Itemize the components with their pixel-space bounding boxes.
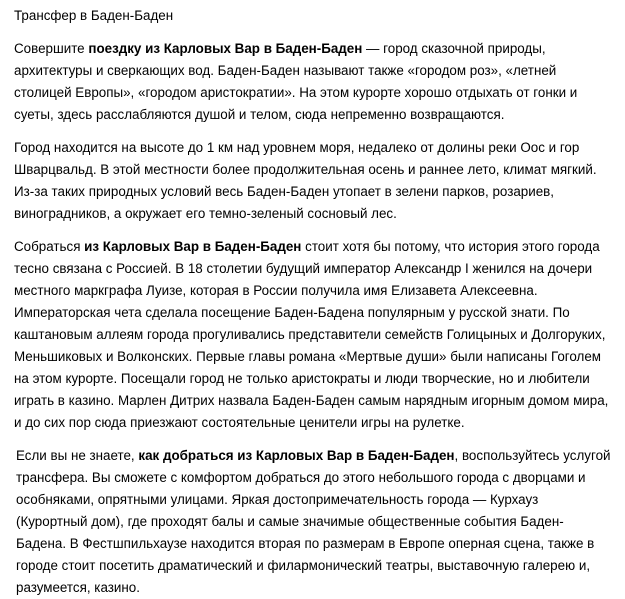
paragraph-1	[14, 38, 611, 126]
paragraph-4-text-b: , воспользуйтесь услугой трансфера. Вы сможете с комфортом добраться до этого небольшого города с дворцами и особняками, опрятными улицами. Яркая достопримечательность города — Курхауз (Курортный дом), где проходят балы и самые значимые общественные события Баден-Бадена. В Фестшпильхаузе находится вторая по размерам в Европе оперная сцена, также в городе стоит посетить драматический и филармонический театры, выставочную галерею и, разумеется, казино.	[16, 448, 611, 595]
paragraph-2: Город находится на высоте до 1 км над уровнем моря, недалеко от долины реки Оос и гор Шварцвальд. В этой местности более продолжительная осень и раннее лето, климат мягкий. Из-за таких природных условий весь Баден-Баден утопает в зелени парков, розариев, виноградников, а окружает его темно-зеленый сосновый лес.	[14, 140, 597, 221]
paragraph-4-text-a: Если вы не знаете,	[16, 448, 139, 463]
page-title: Трансфер в Баден-Баден	[14, 8, 174, 23]
paragraph-3-text-a: Собраться	[14, 239, 85, 254]
paragraph-4-bold: как добраться из Карловых Вар в Баден-Баден	[138, 448, 455, 463]
paragraph-4	[14, 445, 611, 599]
paragraph-1-text-b: — город сказочной природы, архитектуры и сверкающих вод. Баден-Баден называют также «городом роз», «летней столицей Европы», «городом аристократии». На этом курорте хорошо отдыхать от гонки и суеты, здесь расслабляются душой и телом, сюда непременно возвращаются.	[14, 41, 578, 122]
paragraph-3-bold: из Карловых Вар в Баден-Баден	[84, 239, 302, 254]
paragraph-3	[14, 236, 611, 434]
paragraph-3-text-b: стоит хотя бы потому, что история этого города тесно связана с Россией. В 18 столетии будущий император Александр I женился на дочери местного маркграфа Луизе, которая в России получила имя Елизавета Алексеевна. Императорская чета сделала посещение Баден-Бадена популярным у русской знати. По каштановым аллеям города прогуливались представители семейств Голицыных и Долгоруких, Меньшиковых и Волконских. Первые главы романа «Мертвые души» были написаны Гоголем на этом курорте. Посещали город не только аристократы и люди творческие, но и любители играть в казино. Марлен Дитрих назвала Баден-Баден самым нарядным игорным домом мира, и до сих пор сюда приезжают состоятельные ценители игры на рулетке.	[14, 239, 609, 430]
paragraph-1-text-a: Совершите	[14, 41, 89, 56]
paragraph-1-bold: поездку из Карловых Вар в Баден-Баден	[88, 41, 363, 56]
